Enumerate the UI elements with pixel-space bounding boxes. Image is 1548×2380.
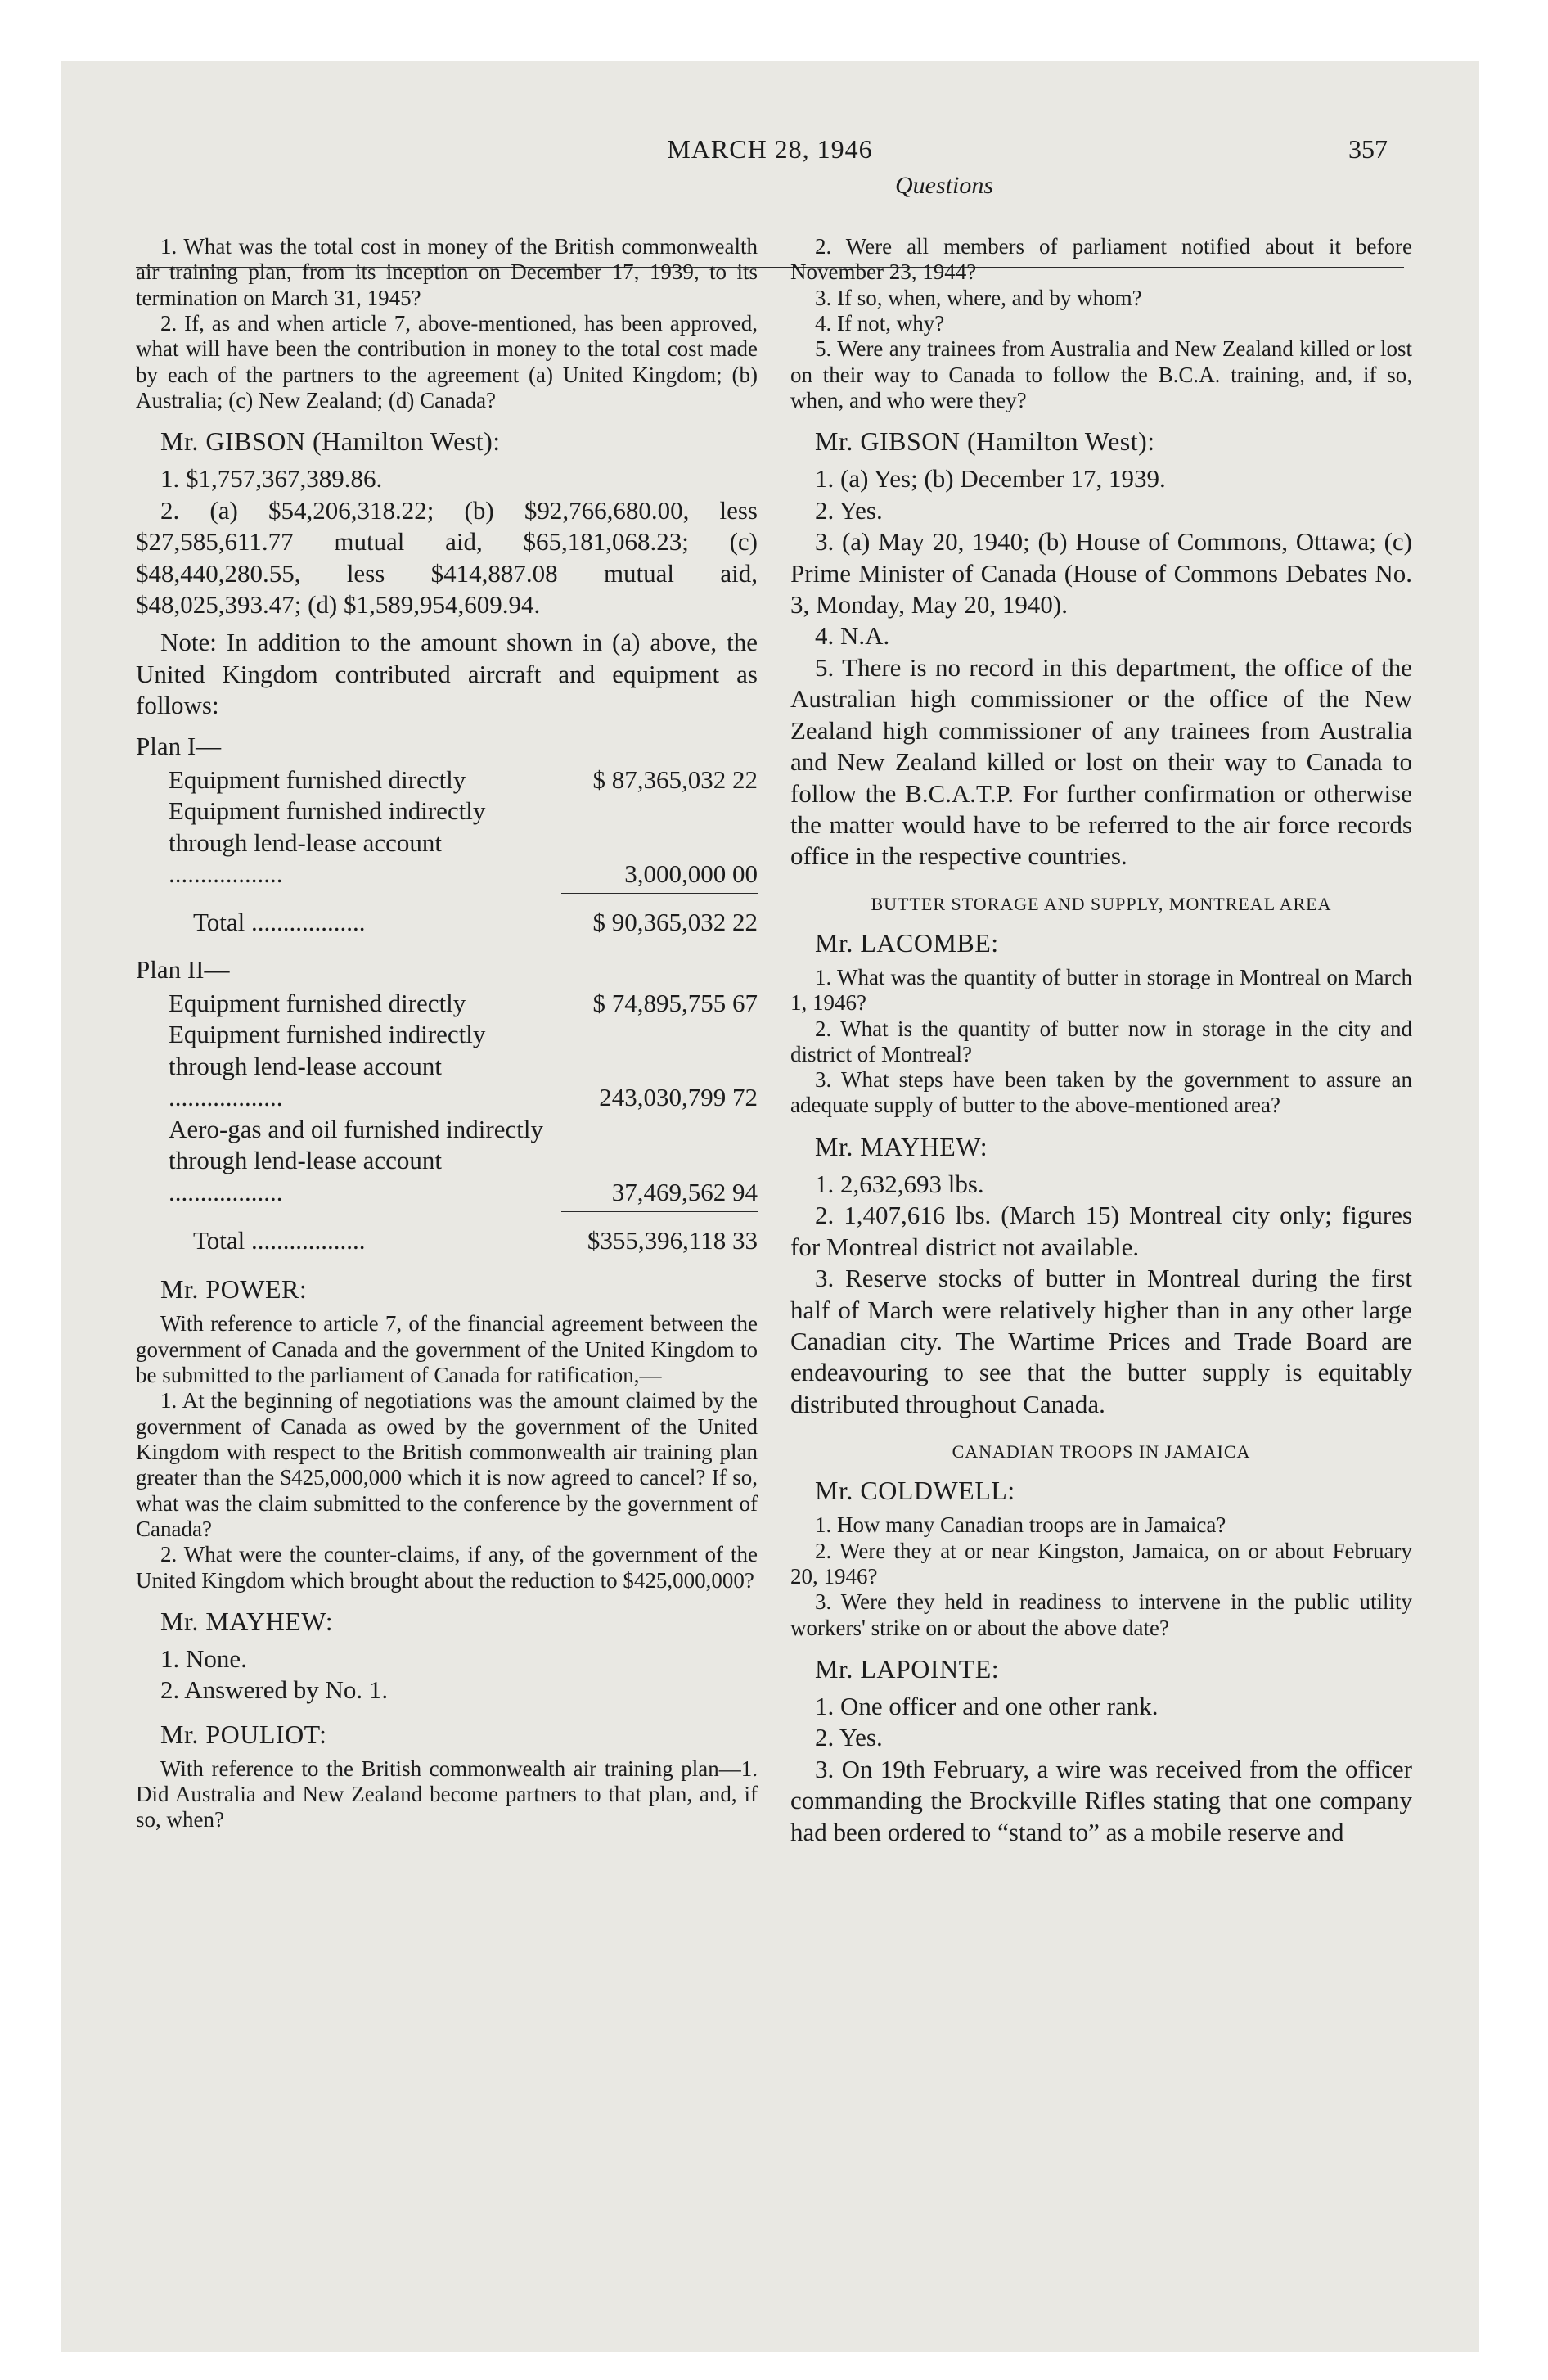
question-text: 1. At the beginning of negotiations was the amount claimed by the government of Canada as owed by the government of the United Kingdom with respect to the British commonwealth air training plan greater than the $425,000,000 which it is now agreed to cancel? If so, what was the claim submitted to the conference by the government of Canada? [136, 1388, 758, 1541]
question-text: 1. What was the quantity of butter in storage in Montreal on March 1, 1946? [790, 964, 1412, 1016]
question-text: 3. Were they held in readiness to intervene in the public utility workers' strike on or about the above date? [790, 1589, 1412, 1640]
scanned-page [61, 61, 1479, 2352]
speaker-name: Mr. LACOMBE: [815, 927, 999, 958]
answer-text: 1. 2,632,693 lbs. [815, 1169, 984, 1198]
note-text: Note: In addition to the amount shown in (a) above, the United Kingdom contributed aircraft and equipment as follows: [136, 628, 758, 720]
speaker-name: Mr. GIBSON (Hamilton West): [815, 426, 1155, 457]
row-amount: 37,469,562 94 [611, 1177, 758, 1206]
answer-text: 3. On 19th February, a wire was received from the officer commanding the Brockville Rifles stating that one company had been ordered to “stand to” as a mobile reserve and [790, 1754, 1412, 1846]
row-label: Equipment furnished indirectly through lend-lease account .................. [169, 1020, 486, 1112]
answer-text: 3. (a) May 20, 1940; (b) House of Commons, Ottawa; (c) Prime Minister of Canada (House of Commons Debates No. 3, Monday, May 20, 1940). [790, 527, 1412, 619]
question-text: 3. What steps have been taken by the government to assure an adequate supply of butter to the above-mentioned area? [790, 1067, 1412, 1118]
question-text: 1. How many Canadian troops are in Jamaica? [815, 1512, 1226, 1538]
total-label: Total .................. [193, 1225, 366, 1255]
plan-title: Plan I— [136, 731, 222, 760]
question-text: 2. Were they at or near Kingston, Jamaica, on or about February 20, 1946? [790, 1538, 1412, 1589]
total-label: Total .................. [193, 908, 366, 937]
row-label: Equipment furnished directly [169, 764, 466, 794]
table-row [136, 764, 758, 796]
answer-text: 1. None. [160, 1643, 247, 1673]
total-amount: $ 90,365,032 22 [592, 908, 758, 937]
question-text: 4. If not, why? [815, 310, 945, 336]
page-header [61, 134, 1479, 232]
speaker-name: Mr. MAYHEW: [815, 1131, 988, 1161]
header-date: MARCH 28, 1946 [667, 134, 873, 164]
answer-text: 5. There is no record in this department, the office of the Australian high commissioner or the office of the New Zealand high commissioner of any trainees from Australia and New Zealand killed or lost on their way to Canada to follow the B.C.A.T.P. For further confirmation or otherwise the matter would have to be referred to the air force records office in the respective countries. [790, 652, 1412, 871]
speaker-name: Mr. POULIOT: [160, 1719, 327, 1749]
row-label: Equipment furnished indirectly through lend-lease account .................. [169, 796, 486, 888]
answer-text: 3. Reserve stocks of butter in Montreal during the first half of March were relatively higher than in any other large Canadian city. The Wartime Prices and Trade Board are endeavouring to see that the butter supply is equitably distributed throughout Canada. [790, 1264, 1412, 1418]
sum-rule [561, 1211, 758, 1212]
total-row [136, 1225, 758, 1256]
table-row [136, 988, 758, 1019]
section-heading: BUTTER STORAGE AND SUPPLY, MONTREAL AREA [871, 893, 1332, 914]
speaker-name: Mr. MAYHEW: [160, 1606, 334, 1636]
question-text: 2. What is the quantity of butter now in storage in the city and district of Montreal? [790, 1016, 1412, 1066]
section-title: Questions [895, 172, 993, 199]
total-amount: $355,396,118 33 [587, 1225, 758, 1255]
answer-text: 1. (a) Yes; (b) December 17, 1939. [815, 464, 1166, 494]
question-text: 1. What was the total cost in money of the British commonwealth air training plan, from its inception on December 17, 1939, to its termination on March 31, 1945? [136, 234, 758, 310]
row-amount: $ 87,365,032 22 [592, 764, 758, 794]
answer-text: 2. Answered by No. 1. [160, 1675, 389, 1705]
table-row [136, 1019, 758, 1113]
row-amount: 243,030,799 72 [599, 1083, 758, 1112]
row-amount: 3,000,000 00 [624, 859, 758, 888]
question-text: With reference to article 7, of the financial agreement between the government of Canada and the government of the United Kingdom to be submitted to the parliament of Canada for ratification,— [136, 1311, 758, 1387]
answer-text: 4. N.A. [815, 621, 890, 651]
speaker-name: Mr. GIBSON (Hamilton West): [160, 426, 501, 457]
speaker-name: Mr. LAPOINTE: [815, 1653, 1000, 1684]
page-number: 357 [1348, 134, 1388, 164]
table-row [136, 1114, 758, 1208]
answer-text: 1. One officer and one other rank. [815, 1691, 1159, 1720]
row-label: Equipment furnished directly [169, 988, 466, 1017]
row-amount: $ 74,895,755 67 [592, 988, 758, 1017]
sum-rule [561, 893, 758, 894]
plan-title: Plan II— [136, 954, 230, 984]
question-text: 2. Were all members of parliament notified about it before November 23, 1944? [790, 234, 1412, 285]
answer-text: 2. 1,407,616 lbs. (March 15) Montreal city only; figures for Montreal district not available. [790, 1201, 1412, 1261]
question-text: 3. If so, when, where, and by whom? [815, 285, 1142, 310]
answer-text: 2. Yes. [815, 1723, 883, 1752]
question-text: With reference to the British commonwealth air training plan—1. Did Australia and New Zealand become partners to that plan, and, if so, when? [136, 1756, 758, 1832]
table-row [136, 796, 758, 890]
right-column [790, 234, 1412, 1848]
row-label: Aero-gas and oil furnished indirectly through lend-lease account .................. [169, 1114, 543, 1206]
speaker-name: Mr. POWER: [160, 1274, 308, 1305]
total-row [136, 907, 758, 938]
question-text: 2. What were the counter-claims, if any, of the government of the United Kingdom which brought about the reduction to $425,000,000? [136, 1542, 758, 1593]
question-text: 2. If, as and when article 7, above-mentioned, has been approved, what will have been the contribution in money to the total cost made by each of the partners to the agreement (a) United Kingdom; (b) Australia; (c) New Zealand; (d) Canada? [136, 310, 758, 412]
answer-text: 2. (a) $54,206,318.22; (b) $92,766,680.00, less $27,585,611.77 mutual aid, $65,181,068.23; (c) $48,440,280.55, less $414,887.08 mutual aid, $48,025,393.47; (d) $1,589,954,609.94. [136, 495, 758, 619]
answer-text: 1. $1,757,367,389.86. [160, 464, 383, 494]
answer-text: 2. Yes. [815, 495, 883, 525]
left-column [136, 234, 758, 1833]
speaker-name: Mr. COLDWELL: [815, 1476, 1015, 1506]
question-text: 5. Were any trainees from Australia and New Zealand killed or lost on their way to Canada to follow the B.C.A. training, and, if so, when, and who were they? [790, 336, 1412, 412]
section-heading: CANADIAN TROOPS IN JAMAICA [952, 1441, 1251, 1463]
